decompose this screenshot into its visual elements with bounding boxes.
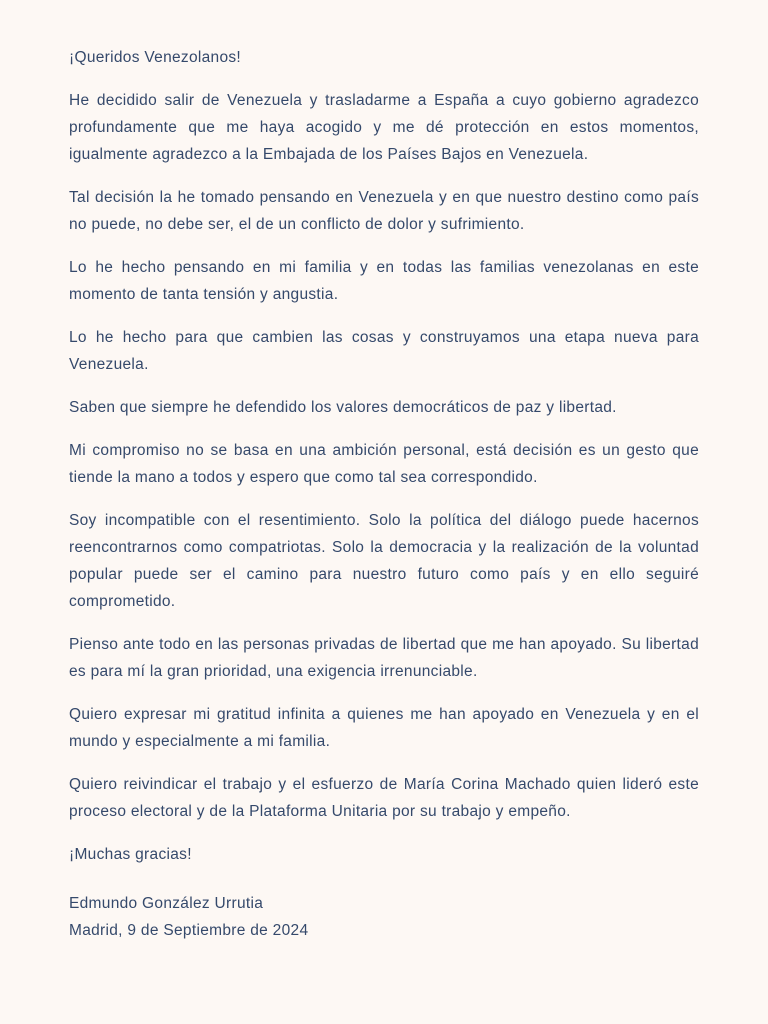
letter-salutation: ¡Queridos Venezolanos! [69, 49, 242, 66]
letter-paragraph: Tal decisión la he tomado pensando en Venezuela y en que nuestro destino como país no puede, no debe ser, el de un conflicto de dolor y sufrimiento. [69, 189, 699, 233]
signature-block [69, 890, 699, 944]
letter-paragraph: Quiero reivindicar el trabajo y el esfuerzo de María Corina Machado quien lideró este proceso electoral y de la Plataforma Unitaria por su trabajo y empeño. [69, 776, 699, 820]
letter-paragraph: Lo he hecho pensando en mi familia y en todas las familias venezolanas en este momento de tanta tensión y angustia. [69, 259, 699, 303]
letter-paragraph: Saben que siempre he defendido los valores democráticos de paz y libertad. [69, 399, 617, 416]
letter-paragraph: Soy incompatible con el resentimiento. Solo la política del diálogo puede hacernos reencontrarnos como compatriotas. Solo la democracia y la realización de la voluntad popular puede ser el camino para nuestro futuro como país y en ello seguiré comprometido. [69, 512, 699, 610]
letter-paragraph: He decidido salir de Venezuela y trasladarme a España a cuyo gobierno agradezco profundamente que me haya acogido y me dé protección en estos momentos, igualmente agradezco a la Embajada de los Países Bajos en Venezuela. [69, 92, 699, 163]
letter-paragraph: Mi compromiso no se basa en una ambición personal, está decisión es un gesto que tiende la mano a todos y espero que como tal sea correspondido. [69, 442, 699, 486]
letter-paragraph: Lo he hecho para que cambien las cosas y construyamos una etapa nueva para Venezuela. [69, 329, 699, 373]
signature-name: Edmundo González Urrutia [69, 895, 264, 912]
letter-closing: ¡Muchas gracias! [69, 846, 192, 863]
letter-paragraph: Quiero expresar mi gratitud infinita a quienes me han apoyado en Venezuela y en el mundo y especialmente a mi familia. [69, 706, 699, 750]
signature-place-date: Madrid, 9 de Septiembre de 2024 [69, 922, 309, 939]
letter-paragraph: Pienso ante todo en las personas privadas de libertad que me han apoyado. Su libertad es para mí la gran prioridad, una exigencia irrenunciable. [69, 636, 699, 680]
